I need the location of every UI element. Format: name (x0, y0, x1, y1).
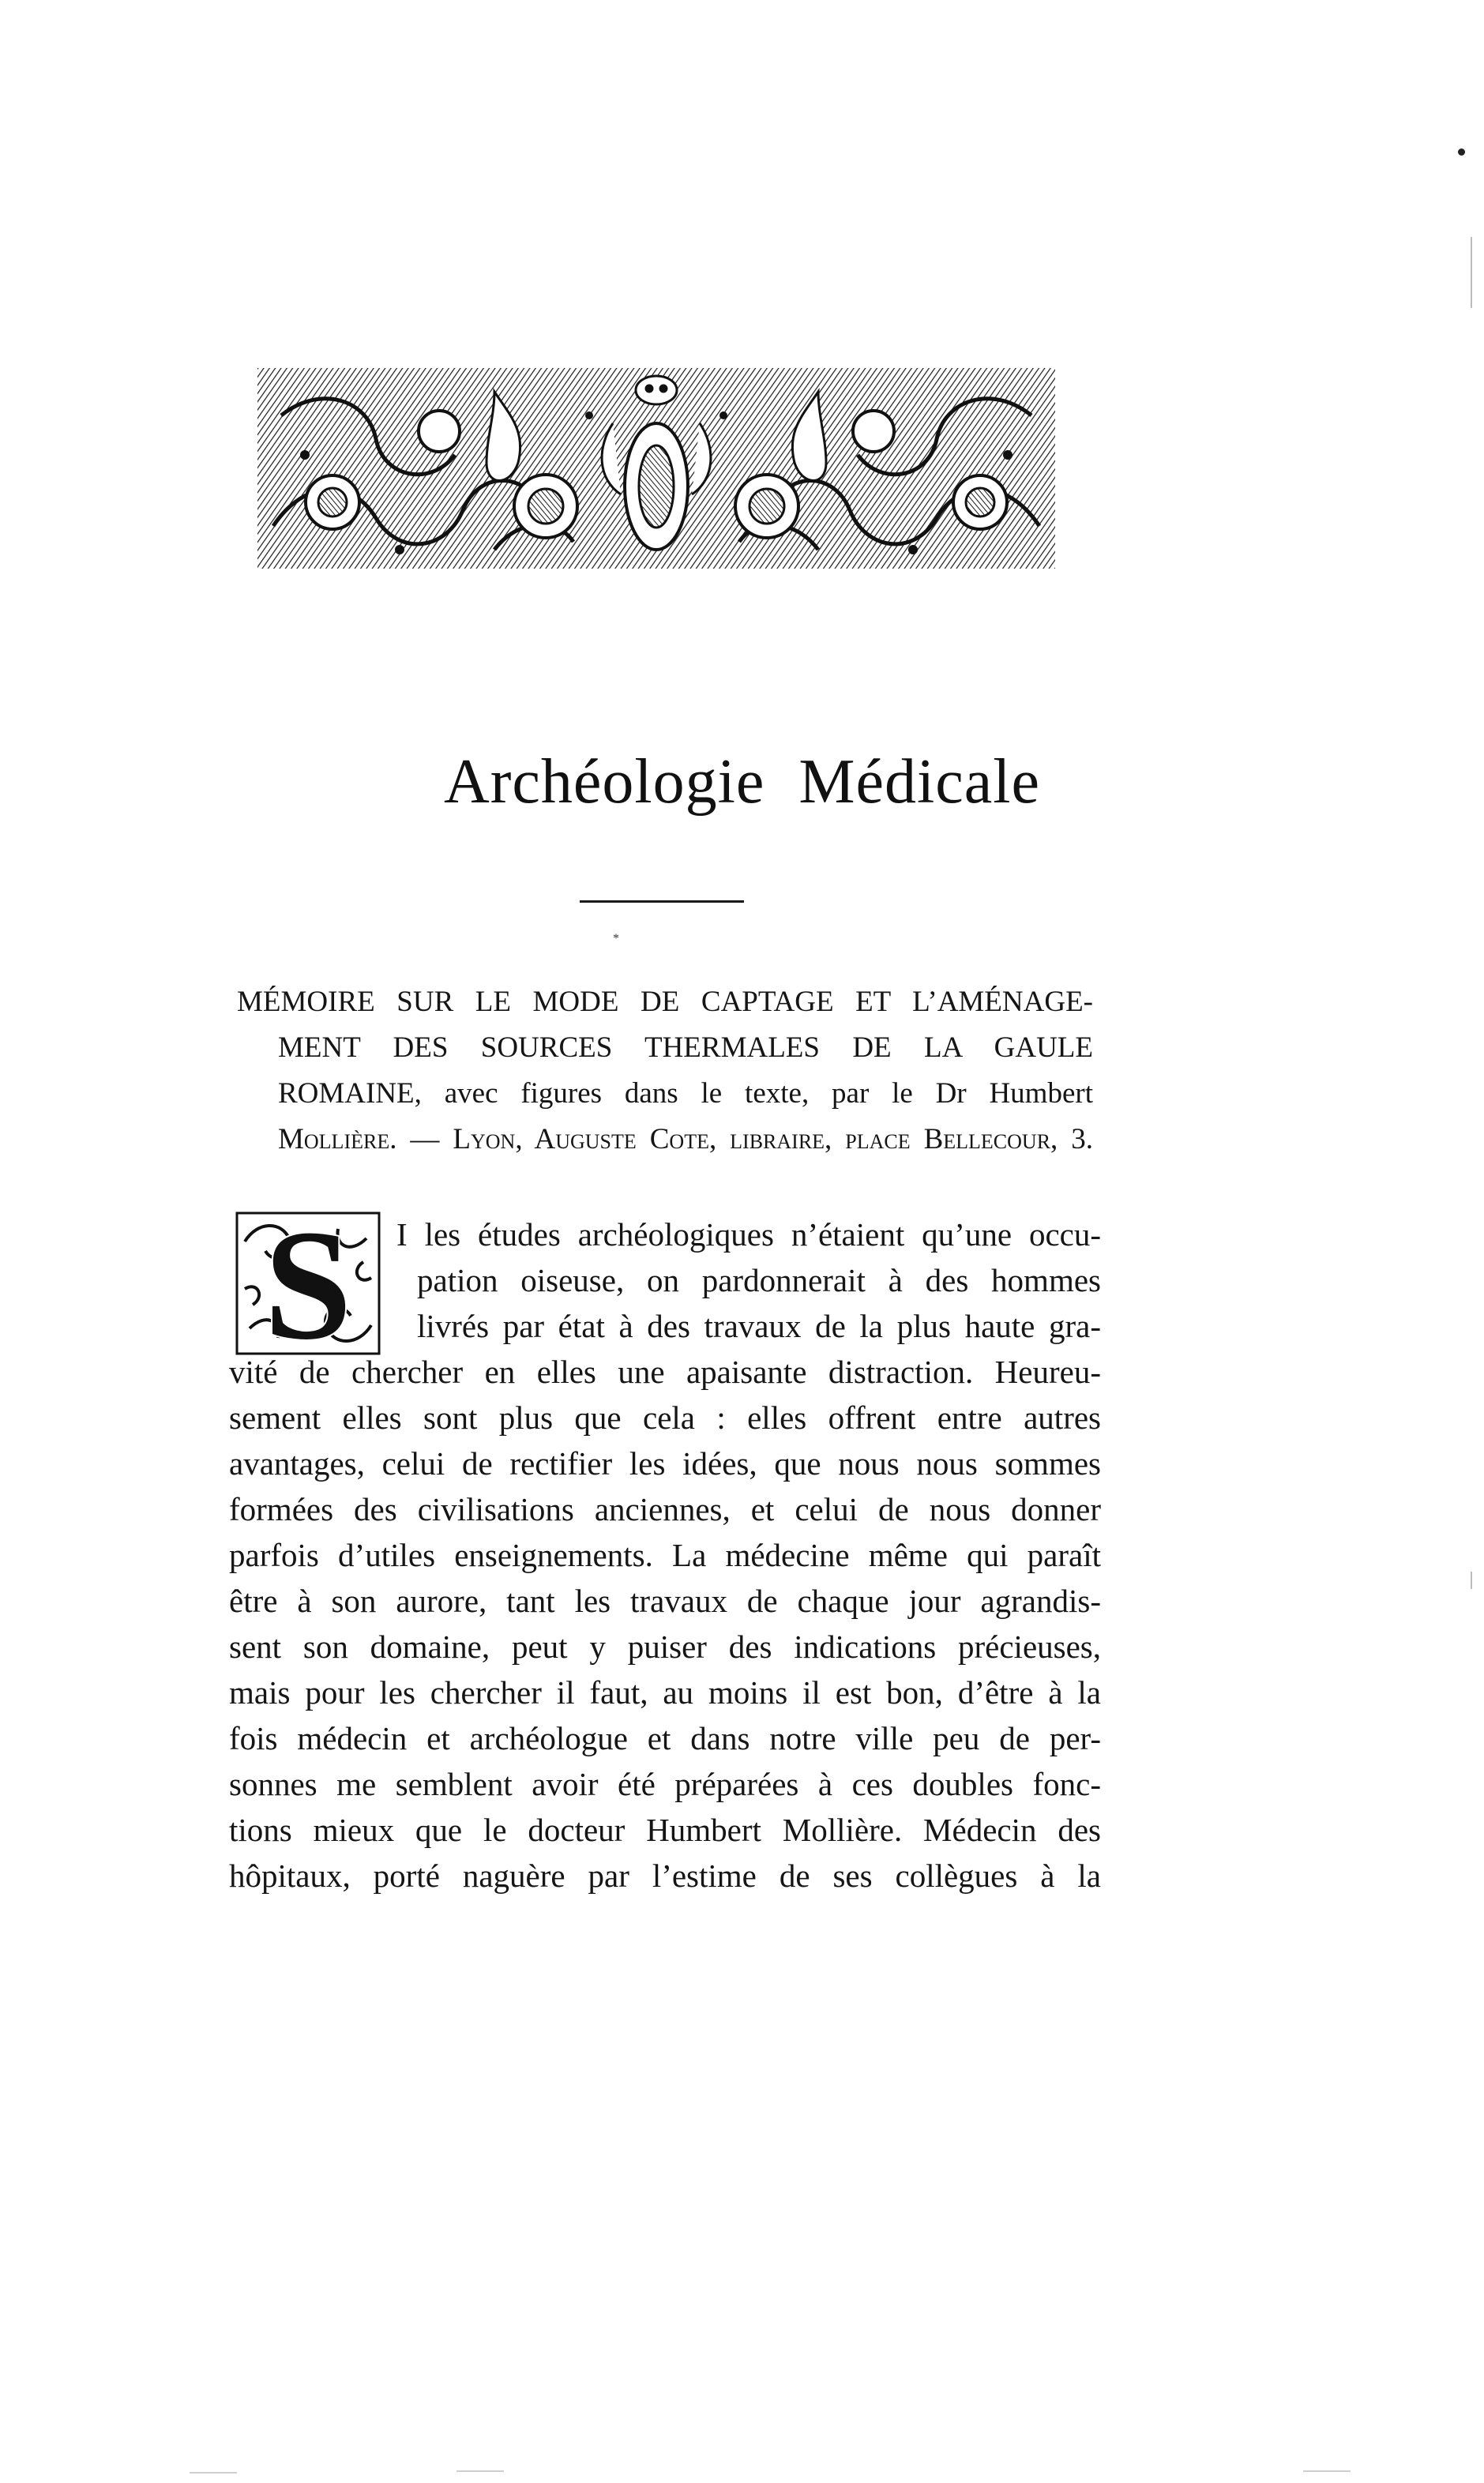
body-line: vité de chercher en elles une apaisante distraction. Heureu- (229, 1354, 1101, 1390)
ornament-engraving (257, 368, 1055, 569)
decorative-header-band (257, 368, 1055, 569)
title-rule (580, 900, 744, 903)
title-ornament-mark: * (613, 932, 619, 945)
ornamental-dropcap (234, 1210, 382, 1357)
body-line: mais pour les chercher il faut, au moins il est bon, d’être à la (229, 1674, 1101, 1711)
reference-line: MÉMOIRE SUR LE MODE DE CAPTAGE ET L’AMÉNAGE- (237, 986, 1093, 1018)
body-line: fois médecin et archéologue et dans notre ville peu de per- (229, 1720, 1101, 1756)
body-line: pation oiseuse, on pardonnerait à des hommes (417, 1262, 1101, 1298)
scan-speck (1458, 148, 1465, 156)
scan-edge-mark (1303, 2470, 1351, 2472)
dropcap-engraving (234, 1210, 382, 1357)
page-title: Archéologie Médicale (443, 747, 1040, 817)
body-line: livrés par état à des travaux de la plus haute gra- (417, 1308, 1101, 1344)
reference-line: ROMAINE, avec figures dans le texte, par le Dr Humbert (278, 1077, 1093, 1110)
reference-line: MENT DES SOURCES THERMALES DE LA GAULE (278, 1031, 1093, 1064)
scan-edge-mark (456, 2470, 504, 2472)
body-line: formées des civilisations anciennes, et celui de nous donner (229, 1491, 1101, 1527)
body-line: hôpitaux, porté naguère par l’estime de ses collègues à la (229, 1858, 1101, 1894)
body-line: tions mieux que le docteur Humbert Mollière. Médecin des (229, 1812, 1101, 1848)
body-line: être à son aurore, tant les travaux de chaque jour agrandis- (229, 1583, 1101, 1619)
dropcap-letter: S (264, 1210, 352, 1357)
body-line: sement elles sont plus que cela : elles offrent entre autres (229, 1399, 1101, 1436)
scan-margin-line (1471, 1572, 1472, 1589)
body-line: parfois d’utiles enseignements. La médecine même qui paraît (229, 1537, 1101, 1573)
scan-margin-line (1471, 237, 1472, 308)
scan-edge-mark (190, 2472, 237, 2474)
body-line: I les études archéologiques n’étaient qu’une occu- (396, 1216, 1101, 1253)
body-line: sent son domaine, peut y puiser des indications précieuses, (229, 1628, 1101, 1665)
reference-line: Mollière. — Lyon, Auguste Cote, libraire, place Bellecour, 3. (278, 1123, 1093, 1155)
body-line: sonnes me semblent avoir été préparées à ces doubles fonc- (229, 1766, 1101, 1802)
body-line: avantages, celui de rectifier les idées, que nous nous sommes (229, 1445, 1101, 1482)
bibliographic-reference (237, 979, 1093, 1163)
